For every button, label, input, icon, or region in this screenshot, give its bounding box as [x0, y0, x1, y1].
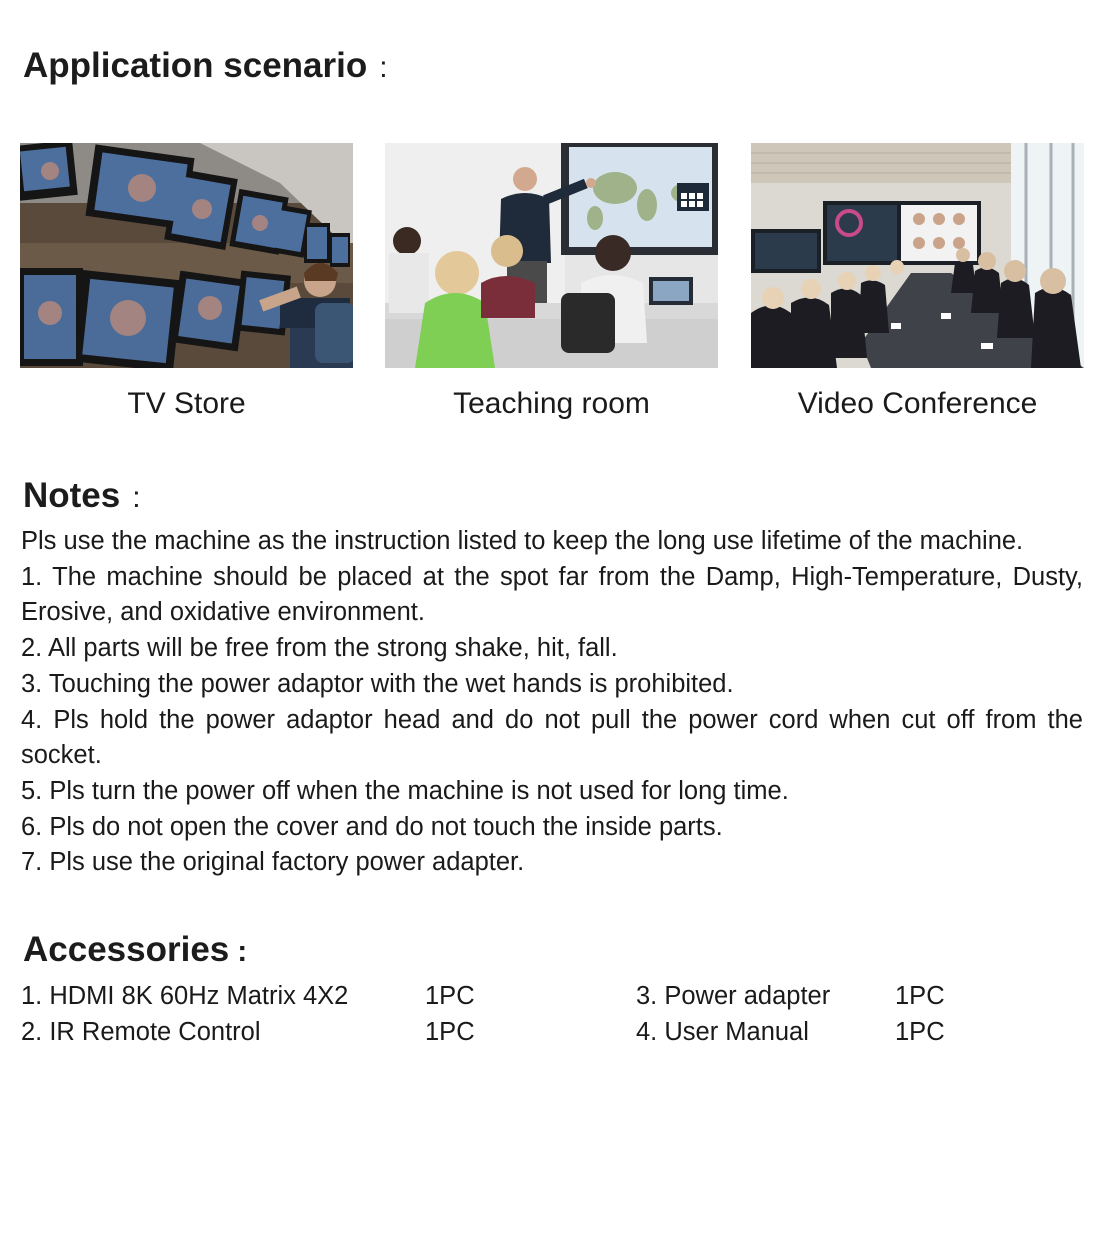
teaching-room-caption: Teaching room [453, 387, 650, 420]
notes-heading [23, 476, 141, 516]
tv-store-photo [20, 143, 353, 368]
note-item-4: 4. Pls hold the power adaptor head and do not pull the power cord when cut off from the socket. [21, 705, 1083, 770]
note-item-2: 2. All parts will be free from the strong shake, hit, fall. [21, 634, 618, 663]
accessory-name-4: 4. User Manual [636, 1018, 809, 1046]
accessories-heading [23, 930, 247, 970]
accessories-heading-text: Accessories [23, 930, 230, 969]
accessory-qty-3: 1PC [895, 982, 945, 1010]
note-item-5: 5. Pls turn the power off when the machine is not used for long time. [21, 776, 789, 805]
application-scenario-heading [23, 46, 388, 86]
notes-heading-text: Notes [23, 476, 121, 515]
accessories-heading-colon: : [237, 935, 248, 968]
accessory-qty-2: 1PC [425, 1018, 475, 1046]
note-item-1: 1. The machine should be placed at the spot far from the Damp, High-Temperature, Dusty, Erosive, and oxidative environment. [21, 562, 1083, 627]
accessory-qty-1: 1PC [425, 982, 475, 1010]
accessory-qty-4: 1PC [895, 1018, 945, 1046]
note-item-7: 7. Pls use the original factory power adapter. [21, 848, 525, 877]
application-heading-colon: : [379, 51, 388, 84]
accessory-name-1: 1. HDMI 8K 60Hz Matrix 4X2 [21, 982, 349, 1010]
video-conference-caption: Video Conference [797, 387, 1038, 420]
notes-intro: Pls use the machine as the instruction listed to keep the long use lifetime of the machine. [21, 527, 1024, 555]
accessory-name-3: 3. Power adapter [636, 982, 831, 1010]
note-item-6: 6. Pls do not open the cover and do not touch the inside parts. [21, 812, 723, 841]
teaching-room-photo [385, 143, 718, 368]
accessory-name-2: 2. IR Remote Control [21, 1018, 261, 1046]
tv-store-caption: TV Store [127, 387, 246, 420]
notes-list [21, 524, 1083, 881]
note-item-3: 3. Touching the power adaptor with the wet hands is prohibited. [21, 669, 734, 698]
video-conference-photo [751, 143, 1084, 368]
application-heading-text: Application scenario [23, 46, 368, 85]
notes-heading-colon: : [132, 481, 141, 514]
